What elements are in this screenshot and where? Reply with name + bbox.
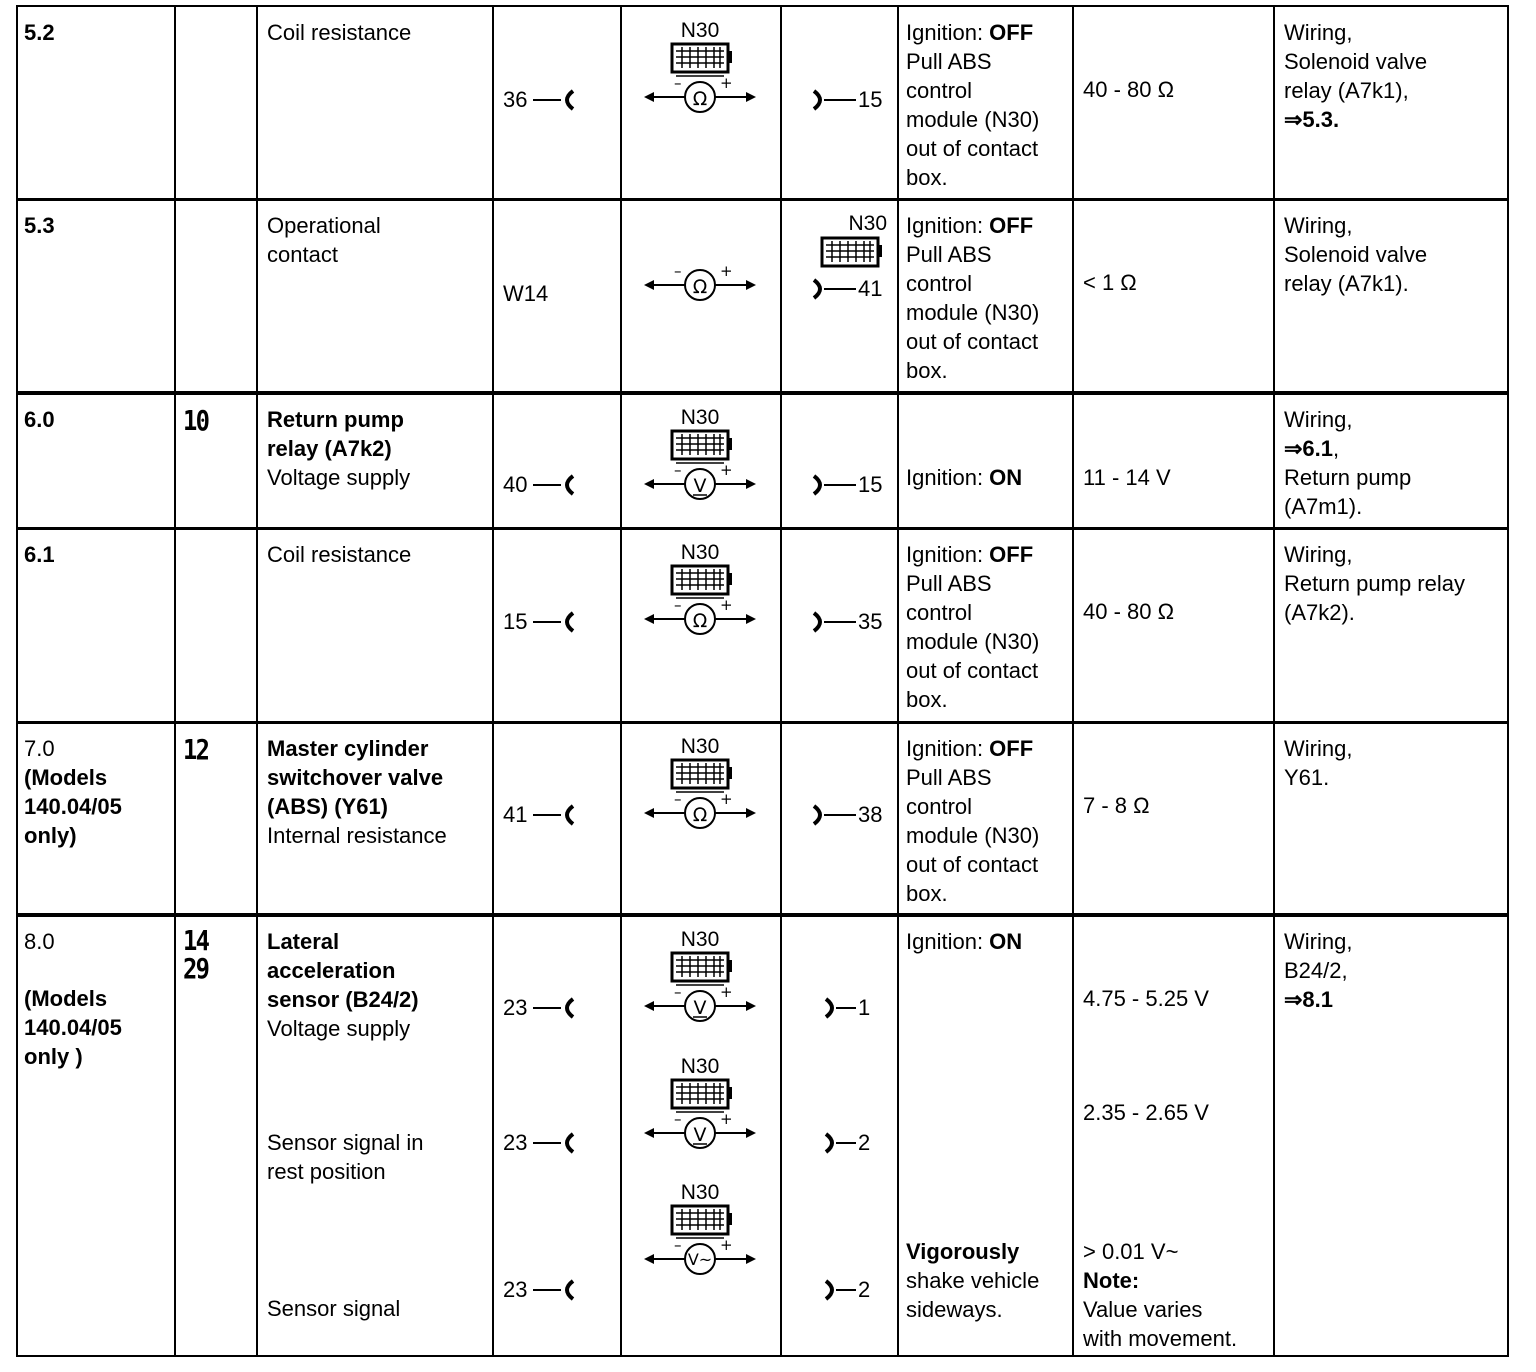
step-number: 5.3 <box>24 213 55 238</box>
step-number: 5.2 <box>24 20 55 45</box>
remedy-punct: , <box>1333 436 1340 461</box>
row-divider <box>17 527 1508 530</box>
svg-text:+: + <box>720 461 733 479</box>
condition-state: OFF <box>989 213 1034 238</box>
socket-left-icon <box>527 1130 577 1156</box>
test-line: Sensor signal in <box>267 1130 424 1155</box>
pin-number: 35 <box>858 609 883 634</box>
test-line: Internal resistance <box>267 823 447 848</box>
column-divider <box>620 5 622 1357</box>
pin-number: 15 <box>858 472 883 497</box>
remedy-line: Wiring, <box>1284 213 1353 238</box>
remedy-link[interactable]: ⇒6.1 <box>1284 436 1334 461</box>
socket-left-icon <box>527 995 577 1021</box>
pin-left <box>503 1130 577 1156</box>
note-line: with movement. <box>1083 1326 1238 1351</box>
test-line: contact <box>267 242 338 267</box>
condition-label: Ignition: <box>906 929 990 954</box>
socket-right-icon <box>810 472 858 498</box>
test-line: switchover valve <box>267 765 444 790</box>
condition-line: out of contact <box>906 329 1039 354</box>
condition-line: box. <box>906 165 948 190</box>
voltmeter-icon <box>640 429 760 505</box>
condition-line: module (N30) <box>906 300 1040 325</box>
test-condition <box>906 540 1039 714</box>
svg-text:–: – <box>674 790 682 808</box>
meter-symbol: V <box>693 1124 707 1146</box>
test-line: Lateral <box>267 929 340 954</box>
condition-label: Ignition: <box>906 20 990 45</box>
ac-voltmeter-icon <box>640 1204 760 1280</box>
condition-label: Ignition: <box>906 542 990 567</box>
test-condition <box>906 18 1039 192</box>
condition-line: control <box>906 600 973 625</box>
note-label: Note: <box>1083 1268 1140 1293</box>
condition-state: OFF <box>989 736 1034 761</box>
meter-symbol: Ω <box>692 804 708 826</box>
test-condition <box>906 463 1022 492</box>
meter-label: N30 <box>680 735 720 758</box>
column-divider <box>897 5 899 1357</box>
pin-number: 1 <box>858 995 871 1020</box>
column-divider <box>780 5 782 1357</box>
test-line: acceleration <box>267 958 396 983</box>
meter-label: N30 <box>680 406 720 429</box>
step-note: only) <box>24 823 77 848</box>
row-divider <box>17 198 1508 201</box>
table-border-left <box>16 5 18 1357</box>
step-note: 140.04/05 <box>24 794 122 819</box>
nominal-value: 40 - 80 Ω <box>1083 77 1175 102</box>
remedy-line: Wiring, <box>1284 20 1353 45</box>
row-divider <box>17 721 1508 724</box>
remedy-line: relay (A7k1). <box>1284 271 1409 296</box>
remedy-line: Wiring, <box>1284 407 1353 432</box>
test-description <box>267 405 410 492</box>
test-condition <box>906 927 1022 956</box>
condition-line: control <box>906 78 973 103</box>
svg-text:+: + <box>720 596 733 614</box>
remedy-line: relay (A7k1), <box>1284 78 1409 103</box>
test-description <box>267 1294 400 1323</box>
meter-symbol: Ω <box>692 610 708 632</box>
pin-right <box>810 472 882 498</box>
socket-left-icon <box>527 802 577 828</box>
fault-code: 29 <box>183 952 209 985</box>
step-note: (Models <box>24 765 108 790</box>
step-number: 6.0 <box>24 407 55 432</box>
svg-text:+: + <box>720 74 733 92</box>
table-border-right <box>1507 5 1509 1357</box>
column-divider <box>256 5 258 1357</box>
ohmmeter-icon <box>640 255 760 331</box>
svg-text:–: – <box>674 262 682 280</box>
ohmmeter-icon <box>640 564 760 640</box>
svg-text:–: – <box>674 74 682 92</box>
socket-right-icon <box>810 276 858 302</box>
pin-right <box>810 276 882 302</box>
pin-number: 15 <box>503 609 528 634</box>
pin-right <box>810 609 882 635</box>
remedy-link[interactable]: ⇒5.3. <box>1284 107 1340 132</box>
remedy-line: Y61. <box>1284 765 1330 790</box>
step-cell <box>24 927 122 1071</box>
remedy-line: Solenoid valve <box>1284 242 1428 267</box>
remedy-line: Wiring, <box>1284 542 1353 567</box>
remedy-line: (A7m1). <box>1284 494 1363 519</box>
nominal-value <box>1083 1237 1237 1353</box>
condition-line: Pull ABS <box>906 242 992 267</box>
socket-right-icon <box>822 1130 858 1156</box>
pin-number: 36 <box>503 87 528 112</box>
condition-line: out of contact <box>906 658 1039 683</box>
remedy <box>1284 211 1427 298</box>
condition-line: shake vehicle <box>906 1268 1040 1293</box>
socket-left-icon <box>527 472 577 498</box>
nominal-value: 40 - 80 Ω <box>1083 599 1175 624</box>
condition-line: box. <box>906 358 948 383</box>
svg-text:+: + <box>720 1236 733 1254</box>
condition-line: Pull ABS <box>906 765 992 790</box>
test-line: Voltage supply <box>267 465 411 490</box>
nominal-value: 4.75 - 5.25 V <box>1083 986 1209 1011</box>
test-line: Coil resistance <box>267 20 412 45</box>
socket-right-icon <box>810 802 858 828</box>
test-condition <box>906 211 1039 385</box>
column-divider <box>1072 5 1074 1357</box>
remedy-line: B24/2, <box>1284 958 1348 983</box>
ohmmeter-icon <box>640 42 760 118</box>
svg-text:+: + <box>720 790 733 808</box>
fault-code: 14 <box>183 924 209 957</box>
condition-state: ON <box>989 465 1023 490</box>
test-description <box>267 540 411 569</box>
socket-left-icon <box>527 87 577 113</box>
connector-n30-icon <box>820 236 886 270</box>
remedy <box>1284 734 1352 792</box>
pin-number: 38 <box>858 802 883 827</box>
meter-label: N30 <box>680 19 720 42</box>
meter-symbol: Ω <box>692 276 708 298</box>
remedy-line: Return pump relay <box>1284 571 1465 596</box>
pin-right <box>822 1277 870 1303</box>
step-number: 6.1 <box>24 542 55 567</box>
test-description <box>267 1128 424 1186</box>
nominal-value: 11 - 14 V <box>1083 465 1171 490</box>
socket-right-icon <box>822 1277 858 1303</box>
meter-symbol: Ω <box>692 88 708 110</box>
step-note: (Models <box>24 986 108 1011</box>
note-line: Value varies <box>1083 1297 1203 1322</box>
condition-label: Ignition: <box>906 465 990 490</box>
pin-number: 2 <box>858 1277 871 1302</box>
nominal-value: 2.35 - 2.65 V <box>1083 1100 1209 1125</box>
pin-number: 15 <box>858 87 883 112</box>
condition-line: module (N30) <box>906 629 1040 654</box>
test-line: Operational <box>267 213 381 238</box>
condition-label: Ignition: <box>906 736 990 761</box>
pin-left <box>503 995 577 1021</box>
step-note: only ) <box>24 1044 83 1069</box>
pin-number: 41 <box>858 276 883 301</box>
pin-left: W14 <box>503 281 549 306</box>
test-line: rest position <box>267 1159 386 1184</box>
remedy-line: (A7k2). <box>1284 600 1355 625</box>
test-description <box>267 927 419 1043</box>
step-number: 7.0 <box>24 736 55 761</box>
meter-symbol: V~ <box>687 1250 713 1269</box>
test-line: (ABS) (Y61) <box>267 794 389 819</box>
pin-number: 41 <box>503 802 528 827</box>
pin-left <box>503 802 577 828</box>
test-line: Voltage supply <box>267 1016 411 1041</box>
condition-state: OFF <box>989 542 1034 567</box>
svg-text:+: + <box>720 983 733 1001</box>
socket-right-icon <box>810 87 858 113</box>
row-divider <box>17 391 1508 395</box>
condition-state: OFF <box>989 20 1034 45</box>
condition-line: Vigorously <box>906 1239 1020 1264</box>
meter-symbol: V <box>693 997 707 1019</box>
remedy <box>1284 18 1427 134</box>
nominal-value: < 1 Ω <box>1083 270 1137 295</box>
meter-label: N30 <box>680 541 720 564</box>
socket-left-icon <box>527 1277 577 1303</box>
remedy-link[interactable]: ⇒8.1 <box>1284 987 1334 1012</box>
remedy-line: Solenoid valve <box>1284 49 1428 74</box>
condition-line: Pull ABS <box>906 49 992 74</box>
fault-code: 10 <box>183 404 209 437</box>
svg-text:–: – <box>674 596 682 614</box>
column-divider <box>174 5 176 1357</box>
test-line: Return pump <box>267 407 404 432</box>
test-condition <box>906 734 1039 908</box>
column-divider <box>492 5 494 1357</box>
test-line: sensor (B24/2) <box>267 987 419 1012</box>
remedy <box>1284 405 1411 521</box>
table-border-top <box>17 5 1508 7</box>
svg-text:+: + <box>720 262 733 280</box>
remedy <box>1284 540 1465 627</box>
meter-symbol: V <box>693 475 707 497</box>
condition-line: sideways. <box>906 1297 1003 1322</box>
table-border-bottom <box>17 1355 1508 1357</box>
step-number: 8.0 <box>24 929 55 954</box>
pin-left <box>503 87 577 113</box>
svg-text:–: – <box>674 461 682 479</box>
meter-label: N30 <box>680 928 720 951</box>
remedy-line: Return pump <box>1284 465 1412 490</box>
svg-text:–: – <box>674 983 682 1001</box>
test-line: Sensor signal <box>267 1296 401 1321</box>
socket-right-icon <box>822 995 858 1021</box>
condition-line: Pull ABS <box>906 571 992 596</box>
ohmmeter-icon <box>640 758 760 834</box>
nominal-value: 7 - 8 Ω <box>1083 793 1150 818</box>
pin-right <box>822 1130 870 1156</box>
socket-left-icon <box>527 609 577 635</box>
svg-text:–: – <box>674 1236 682 1254</box>
condition-line: out of contact <box>906 136 1039 161</box>
pin-number: 23 <box>503 1130 528 1155</box>
connector-label: N30 <box>848 212 887 235</box>
remedy-line: Wiring, <box>1284 929 1353 954</box>
condition-label: Ignition: <box>906 213 990 238</box>
step-note: 140.04/05 <box>24 1015 122 1040</box>
remedy-line: Wiring, <box>1284 736 1353 761</box>
svg-text:+: + <box>720 1110 733 1128</box>
step-cell <box>24 734 122 850</box>
condition-state: ON <box>989 929 1023 954</box>
pin-number: 40 <box>503 472 528 497</box>
pin-left <box>503 472 577 498</box>
condition-line: box. <box>906 687 948 712</box>
test-description <box>267 211 381 269</box>
svg-text:–: – <box>674 1110 682 1128</box>
remedy <box>1284 927 1352 1014</box>
condition-line: module (N30) <box>906 107 1040 132</box>
row-divider <box>17 913 1508 917</box>
test-line: Coil resistance <box>267 542 412 567</box>
condition-line: control <box>906 271 973 296</box>
voltmeter-icon <box>640 951 760 1027</box>
test-line: relay (A7k2) <box>267 436 392 461</box>
fault-code: 12 <box>183 733 209 766</box>
condition-line: control <box>906 794 973 819</box>
test-condition <box>906 1237 1039 1324</box>
pin-right <box>810 802 882 828</box>
meter-label: N30 <box>680 1055 720 1078</box>
socket-right-icon <box>810 609 858 635</box>
pin-left <box>503 1277 577 1303</box>
meter-label: N30 <box>680 1181 720 1204</box>
voltmeter-icon <box>640 1078 760 1154</box>
pin-right <box>822 995 870 1021</box>
pin-left <box>503 609 577 635</box>
test-description <box>267 734 447 850</box>
pin-number: 23 <box>503 995 528 1020</box>
test-line: Master cylinder <box>267 736 429 761</box>
nominal-line: > 0.01 V~ <box>1083 1239 1179 1264</box>
test-description <box>267 18 411 47</box>
condition-line: module (N30) <box>906 823 1040 848</box>
condition-line: box. <box>906 881 948 906</box>
condition-line: out of contact <box>906 852 1039 877</box>
column-divider <box>1273 5 1275 1357</box>
pin-number: 23 <box>503 1277 528 1302</box>
pin-number: 2 <box>858 1130 871 1155</box>
pin-right <box>810 87 882 113</box>
